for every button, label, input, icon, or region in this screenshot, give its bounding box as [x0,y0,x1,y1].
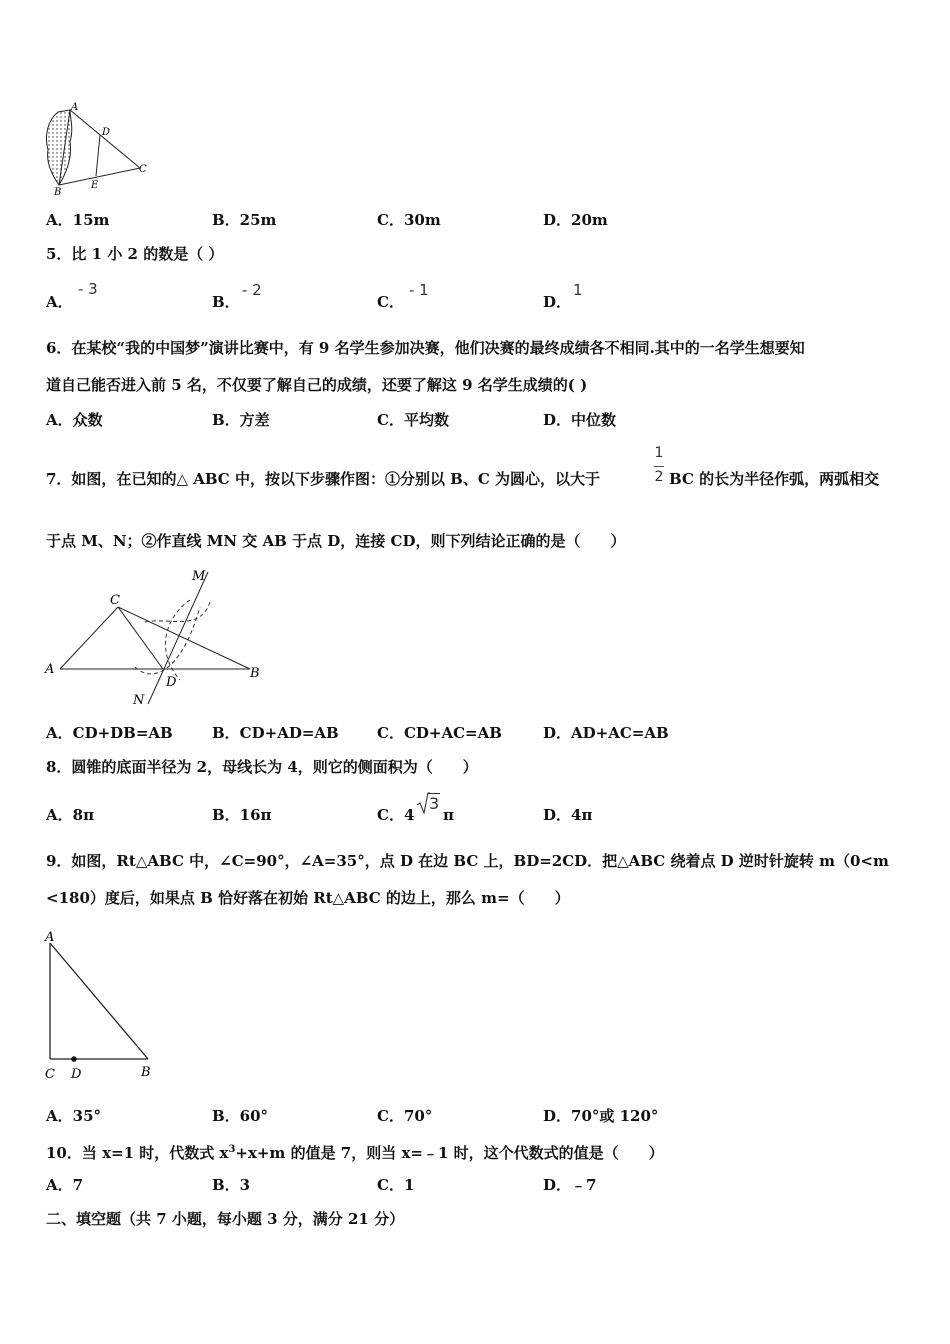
q4-label-a: A [71,102,79,113]
q6-option-b: B．方差 [212,411,270,429]
q4-label-d: D [102,127,111,138]
q7-label-d: D [166,675,177,690]
q6-line1: 6．在某校“我的中国梦”演讲比赛中，有 9 名学生参加决赛，他们决赛的最终成绩各不相同.其中的一名学生想要知 [46,339,805,357]
q9-label-b: B [141,1065,151,1080]
q5-option-c-label: C． [377,293,404,311]
q8-option-d: D．4π [543,806,593,824]
q10-option-a: A．7 [46,1176,84,1194]
q4-figure [40,100,155,198]
q9-figure [40,928,160,1083]
q8-sqrt-radicand: 3 [429,794,440,813]
q5-option-c [377,292,404,312]
q8-stem: 8．圆锥的底面半径为 2，母线长为 4，则它的侧面积为（ ） [46,758,478,776]
q4-option-d: D．20m [543,211,608,229]
q7-line2: 于点 M、N；②作直线 MN 交 AB 于点 D，连接 CD，则下列结论正确的是（ ） [46,532,626,550]
q6-option-a: A．众数 [46,411,103,429]
q9-option-c: C．70° [377,1107,433,1125]
q6-line2: 道自己能否进入前 5 名，不仅要了解自己的成绩，还要了解这 9 名学生成绩的( ) [46,376,588,394]
q5-option-b-value: - 2 [242,281,262,299]
q5-stem: 5．比 1 小 2 的数是（ ） [46,245,224,263]
q6-option-d: D．中位数 [543,411,617,429]
q4-label-b: B [54,187,62,198]
q4-option-b: B．25m [212,211,277,229]
q4-option-c: C．30m [377,211,441,229]
q7-option-b: B．CD+AD=AB [212,724,339,742]
q9-label-a: A [45,930,55,945]
q9-label-d: D [71,1067,82,1082]
q5-option-a-label: A． [46,293,73,311]
q8-option-c-suffix: π [443,806,454,824]
q7-line1-a: 7．如图，在已知的△ ABC 中，按以下步骤作图：①分别以 B、C 为圆心，以大于 [46,470,601,488]
q5-option-d-value: 1 [573,281,583,299]
q8-option-a: A．8π [46,806,95,824]
q7-option-d: D．AD+AC=AB [543,724,669,742]
q9-option-d: D．70°或 120° [543,1107,659,1125]
q5-option-d-label: D． [543,293,572,311]
q7-line1-b: BC 的长为半径作弧，两弧相交 [669,470,880,488]
q7-option-c: C．CD+AC=AB [377,724,502,742]
q6-option-c: C．平均数 [377,411,449,429]
q5-option-d [543,292,571,312]
q9-line1: 9．如图，Rt△ABC 中，∠C=90°，∠A=35°，点 D 在边 BC 上，BD=2CD．把△ABC 绕着点 D 逆时针旋转 m（0<m [46,852,889,870]
q10-stem-part2: +x+m 的值是 7，则当 x=﹣1 时，这个代数式的值是（ ） [235,1144,664,1162]
q7-label-a: A [45,662,55,677]
q7-fraction-denominator: 2 [654,469,664,485]
q5-option-c-value: - 1 [409,281,429,299]
q10-stem-part1: 10．当 x=1 时，代数式 x [46,1144,229,1162]
q5-option-a-value: - 3 [78,280,98,298]
q5-option-a [46,292,73,312]
q9-option-a: A．35° [46,1107,102,1125]
q10-option-b: B．3 [212,1176,251,1194]
section2-title: 二、填空题（共 7 小题，每小题 3 分，满分 21 分） [46,1210,405,1228]
q10-exponent: 3 [228,1144,236,1155]
q7-label-n: N [133,693,145,708]
q9-option-b: B．60° [212,1107,269,1125]
q4-label-c: C [139,164,147,175]
q10-stem [46,1140,664,1163]
q7-figure [40,562,270,712]
q7-option-a: A．CD+DB=AB [46,724,173,742]
q7-fraction-numerator: 1 [654,445,664,461]
q9-line2: <180）度后，如果点 B 恰好落在初始 Rt△ABC 的边上，那么 m=（ ） [46,889,570,907]
q5-option-b-label: B． [212,293,240,311]
q7-label-b: B [250,666,260,681]
q8-sqrt-sign [416,791,430,815]
q7-label-m: M [192,569,206,584]
q10-option-c: C．1 [377,1176,415,1194]
q5-option-b [212,292,240,312]
q4-option-a: A．15m [46,211,110,229]
q7-fraction-bar [654,466,664,467]
q9-label-c: C [45,1067,55,1082]
q7-label-c: C [110,593,120,608]
q4-label-e: E [91,180,99,191]
q8-option-b: B．16π [212,806,272,824]
q10-option-d: D．﹣7 [543,1176,597,1194]
q8-option-c: C．4 [377,806,415,824]
